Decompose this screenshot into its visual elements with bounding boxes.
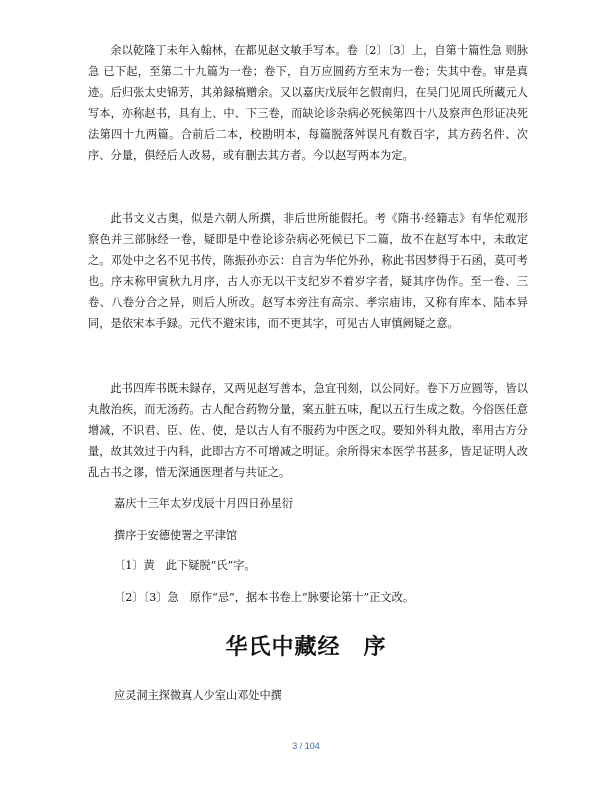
signature-place-line: 撰序于安德使署之平津馆 bbox=[114, 529, 238, 542]
preface-paragraph-2: 此书文义古奥，似是六朝人所撰，非后世所能假托。考《隋书·经籍志》有华佗观形察色并三部脉经一卷，疑即是中卷论诊杂病必死候已下二篇，故不在赵写本中，未敢定之。邓处中之名不见书传，陈振孙亦云：自言为华佗外孙，称此书因梦得于石函，莫可考也。序末称甲寅秋九月序，古人亦无以干支纪岁不着岁字者，疑其序伪作。至一卷、三卷、八卷分合之异，则后人所改。赵写本旁注有高宗、孝宗庙讳，又称有库本、陆本异同，是依宋本手録。元代不避宋讳，而不更其字，可见古人审慎阙疑之意。 bbox=[88, 212, 528, 331]
footnote-1: 〔1〕黄 此下疑脱“氏”字。 bbox=[114, 559, 256, 572]
footnote-2: 〔2〕〔3〕急 原作“忌”，据本书卷上“脉要论第十”正文改。 bbox=[114, 591, 415, 604]
preface-paragraph-3: 此书四库书既未録存，又两见赵写善本，急宜刊刻，以公同好。卷下万应圆等，皆以丸散治疾，而无汤药。古人配合药物分量，案五脏五味，配以五行生成之数。今俗医任意增减，不识君、臣、佐、使，是以古人有不服药为中医之叹。要知外科丸散，率用古方分量，故其效过于内科，此即古方不可增减之明证。余所得宋本医学书甚多，皆足证明人改乱古书之谬，惜无深通医理者与共证之。 bbox=[88, 382, 528, 480]
page-number: 3 / 104 bbox=[292, 741, 320, 751]
section-author-line: 应灵洞主探微真人少室山邓处中撰 bbox=[114, 689, 282, 702]
signature-date-line: 嘉庆十三年太岁戊辰十月四日孙星衍 bbox=[114, 497, 294, 510]
section-title: 华氏中藏经 序 bbox=[225, 634, 387, 660]
preface-paragraph-1: 余以乾隆丁未年入翰林，在都见赵文敏手写本。卷〔2〕〔3〕上，自第十篇性急 则脉急 已下起，至第二十九篇为一卷；卷下，自万应圆药方至末为一卷；失其中卷。审是真迹。后归张太史锦芳，其弟録稿赠余。又以嘉庆戊辰年乞假南归，在吴门见周氏所藏元人写本，亦称赵书，具有上、中、下三卷，而缺论诊杂病必死候第四十八及察声色形证决死法第四十九两篇。合前后二本，校勘明本，每篇脱落舛误凡有数百字，其方药名件、次序、分量，俱经后人改易，或有删去其方者。今以赵写两本为定。 bbox=[88, 44, 528, 163]
